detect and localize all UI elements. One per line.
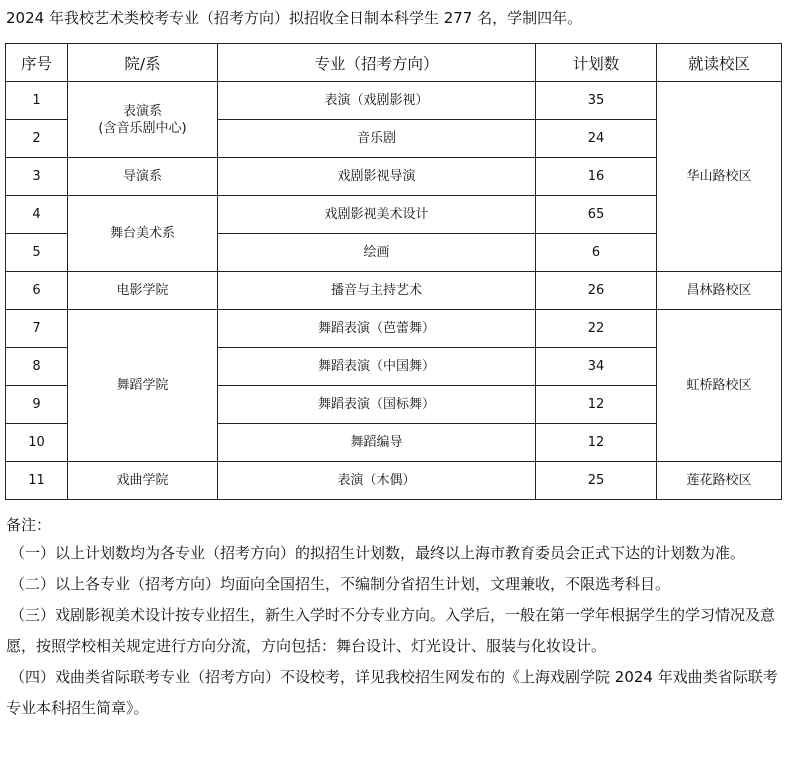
header-seq: 序号	[6, 44, 68, 82]
note-item: （四）戏曲类省际联考专业（招考方向）不设校考，详见我校招生网发布的《上海戏剧学院 2024 年戏曲类省际联考专业本科招生简章》。	[6, 668, 778, 717]
cell-quota: 35	[536, 82, 657, 120]
note-item: （二）以上各专业（招考方向）均面向全国招生，不编制分省招生计划，文理兼收，不限选考科目。	[10, 575, 671, 593]
notes-section	[6, 512, 784, 724]
cell-major: 舞蹈表演（中国舞）	[218, 348, 536, 386]
header-major: 专业（招考方向）	[218, 44, 536, 82]
cell-major: 表演（戏剧影视）	[218, 82, 536, 120]
cell-major: 音乐剧	[218, 120, 536, 158]
table-row	[6, 462, 782, 500]
cell-seq: 8	[6, 348, 68, 386]
note-item: （一）以上计划数均为各专业（招考方向）的拟招生计划数，最终以上海市教育委员会正式下达的计划数为准。	[10, 544, 746, 562]
intro-text: 2024 年我校艺术类校考专业（招考方向）拟招收全日制本科学生 277 名，学制四年。	[6, 9, 583, 27]
cell-quota: 12	[536, 386, 657, 424]
cell-seq: 3	[6, 158, 68, 196]
header-campus: 就读校区	[657, 44, 782, 82]
cell-dept-opera: 戏曲学院	[68, 462, 218, 500]
cell-campus-hongqiao: 虹桥路校区	[657, 310, 782, 462]
cell-seq: 4	[6, 196, 68, 234]
cell-major: 戏剧影视导演	[218, 158, 536, 196]
cell-major: 舞蹈编导	[218, 424, 536, 462]
cell-seq: 1	[6, 82, 68, 120]
cell-quota: 12	[536, 424, 657, 462]
cell-quota: 16	[536, 158, 657, 196]
cell-campus-huashan: 华山路校区	[657, 82, 782, 272]
cell-seq: 6	[6, 272, 68, 310]
table-row	[6, 272, 782, 310]
header-dept: 院/系	[68, 44, 218, 82]
notes-heading: 备注：	[6, 516, 52, 534]
cell-quota: 24	[536, 120, 657, 158]
header-quota: 计划数	[536, 44, 657, 82]
cell-major: 绘画	[218, 234, 536, 272]
cell-major: 播音与主持艺术	[218, 272, 536, 310]
cell-campus-changlin: 昌林路校区	[657, 272, 782, 310]
dept-subtitle: (含音乐剧中心)	[98, 120, 187, 136]
cell-quota: 65	[536, 196, 657, 234]
table-header-row	[6, 44, 782, 82]
cell-seq: 5	[6, 234, 68, 272]
cell-dept-directing: 导演系	[68, 158, 218, 196]
cell-quota: 6	[536, 234, 657, 272]
enrollment-plan-table	[5, 43, 782, 500]
dept-name: 表演系	[122, 103, 162, 119]
cell-quota: 34	[536, 348, 657, 386]
cell-seq: 10	[6, 424, 68, 462]
note-item: （三）戏剧影视美术设计按专业招生，新生入学时不分专业方向。入学后，一般在第一学年根据学生的学习情况及意愿，按照学校相关规定进行方向分流，方向包括：舞台设计、灯光设计、服装与化妆设计。	[6, 606, 776, 655]
cell-quota: 26	[536, 272, 657, 310]
table-row	[6, 82, 782, 120]
cell-seq: 2	[6, 120, 68, 158]
cell-major: 戏剧影视美术设计	[218, 196, 536, 234]
cell-major: 表演（木偶）	[218, 462, 536, 500]
cell-major: 舞蹈表演（芭蕾舞）	[218, 310, 536, 348]
cell-dept-film: 电影学院	[68, 272, 218, 310]
table-row	[6, 310, 782, 348]
cell-seq: 11	[6, 462, 68, 500]
cell-quota: 25	[536, 462, 657, 500]
cell-major: 舞蹈表演（国标舞）	[218, 386, 536, 424]
cell-seq: 7	[6, 310, 68, 348]
cell-dept-dance: 舞蹈学院	[68, 310, 218, 462]
cell-dept-stage-art: 舞台美术系	[68, 196, 218, 272]
cell-quota: 22	[536, 310, 657, 348]
cell-campus-lianhua: 莲花路校区	[657, 462, 782, 500]
cell-seq: 9	[6, 386, 68, 424]
cell-dept-performance	[68, 82, 218, 158]
